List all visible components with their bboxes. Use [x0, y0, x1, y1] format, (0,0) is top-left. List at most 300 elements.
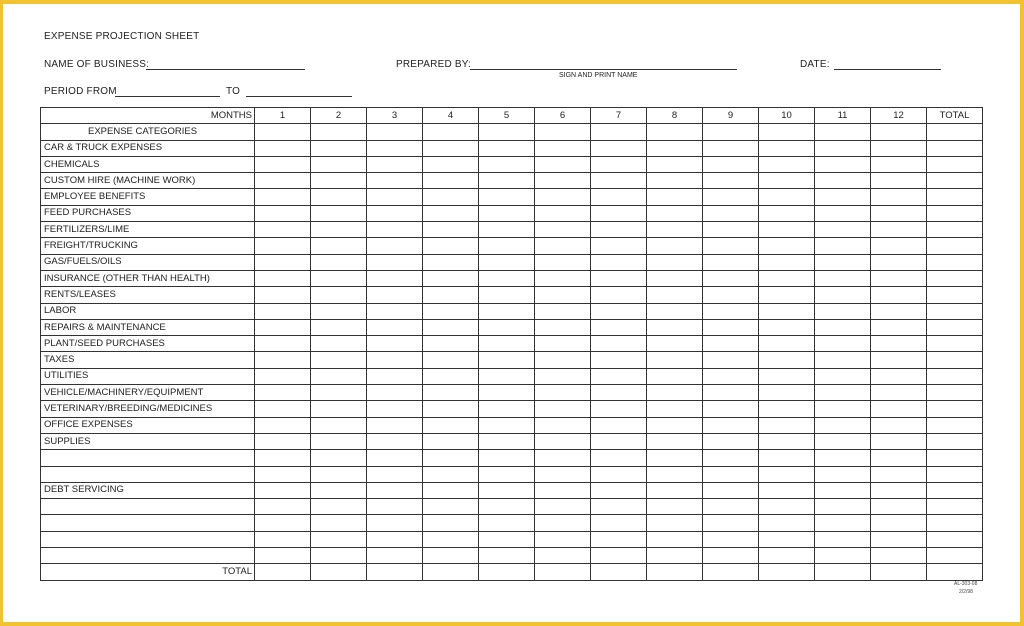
month-cell[interactable]: [759, 254, 815, 270]
row-total-cell[interactable]: [927, 417, 983, 433]
month-cell[interactable]: [815, 515, 871, 531]
month-cell[interactable]: [423, 222, 479, 238]
month-cell[interactable]: [311, 515, 367, 531]
month-cell[interactable]: [759, 173, 815, 189]
month-cell[interactable]: [255, 140, 311, 156]
month-cell[interactable]: [591, 531, 647, 547]
month-cell[interactable]: [479, 124, 535, 140]
month-cell[interactable]: [423, 368, 479, 384]
month-cell[interactable]: [647, 368, 703, 384]
month-cell[interactable]: [367, 417, 423, 433]
month-cell[interactable]: [647, 548, 703, 564]
month-cell[interactable]: [703, 336, 759, 352]
month-cell[interactable]: [535, 140, 591, 156]
month-cell[interactable]: [423, 515, 479, 531]
month-cell[interactable]: [703, 531, 759, 547]
month-cell[interactable]: [815, 450, 871, 466]
month-cell[interactable]: [255, 433, 311, 449]
month-cell[interactable]: [479, 515, 535, 531]
month-cell[interactable]: [647, 531, 703, 547]
month-cell[interactable]: [815, 156, 871, 172]
business-name-field[interactable]: [146, 69, 305, 70]
row-total-cell[interactable]: [927, 189, 983, 205]
month-cell[interactable]: [871, 238, 927, 254]
month-cell[interactable]: [311, 401, 367, 417]
month-cell[interactable]: [591, 336, 647, 352]
month-cell[interactable]: [871, 319, 927, 335]
row-total-cell[interactable]: [927, 319, 983, 335]
month-cell[interactable]: [591, 205, 647, 221]
month-cell[interactable]: [311, 319, 367, 335]
month-cell[interactable]: [367, 336, 423, 352]
month-cell[interactable]: [479, 140, 535, 156]
month-cell[interactable]: [311, 499, 367, 515]
month-cell[interactable]: [759, 401, 815, 417]
month-cell[interactable]: [871, 450, 927, 466]
month-cell[interactable]: [703, 156, 759, 172]
month-cell[interactable]: [535, 222, 591, 238]
month-cell[interactable]: [871, 352, 927, 368]
month-cell[interactable]: [815, 173, 871, 189]
row-total-cell[interactable]: [927, 173, 983, 189]
month-cell[interactable]: [591, 270, 647, 286]
month-cell[interactable]: [367, 254, 423, 270]
month-cell[interactable]: [255, 531, 311, 547]
month-cell[interactable]: [367, 482, 423, 498]
row-total-cell[interactable]: [927, 124, 983, 140]
row-total-cell[interactable]: [927, 254, 983, 270]
month-cell[interactable]: [591, 173, 647, 189]
row-total-cell[interactable]: [927, 401, 983, 417]
month-cell[interactable]: [367, 222, 423, 238]
prepared-by-field[interactable]: [470, 69, 737, 70]
month-cell[interactable]: [759, 482, 815, 498]
month-cell[interactable]: [535, 173, 591, 189]
month-cell[interactable]: [815, 222, 871, 238]
month-cell[interactable]: [815, 401, 871, 417]
month-cell[interactable]: [311, 433, 367, 449]
month-cell[interactable]: [423, 140, 479, 156]
month-cell[interactable]: [479, 401, 535, 417]
month-cell[interactable]: [479, 270, 535, 286]
row-total-cell[interactable]: [927, 352, 983, 368]
month-cell[interactable]: [871, 482, 927, 498]
month-cell[interactable]: [871, 499, 927, 515]
month-cell[interactable]: [759, 450, 815, 466]
month-cell[interactable]: [871, 401, 927, 417]
row-total-cell[interactable]: [927, 222, 983, 238]
month-cell[interactable]: [535, 352, 591, 368]
month-cell[interactable]: [815, 319, 871, 335]
month-cell[interactable]: [367, 564, 423, 580]
month-cell[interactable]: [647, 205, 703, 221]
month-cell[interactable]: [759, 287, 815, 303]
month-cell[interactable]: [871, 124, 927, 140]
month-cell[interactable]: [423, 124, 479, 140]
month-cell[interactable]: [535, 531, 591, 547]
month-cell[interactable]: [871, 287, 927, 303]
month-cell[interactable]: [311, 564, 367, 580]
month-cell[interactable]: [255, 189, 311, 205]
month-cell[interactable]: [367, 124, 423, 140]
month-cell[interactable]: [479, 319, 535, 335]
month-cell[interactable]: [255, 205, 311, 221]
month-cell[interactable]: [255, 368, 311, 384]
month-cell[interactable]: [703, 368, 759, 384]
month-cell[interactable]: [647, 466, 703, 482]
month-cell[interactable]: [647, 515, 703, 531]
row-total-cell[interactable]: [927, 548, 983, 564]
row-total-cell[interactable]: [927, 482, 983, 498]
month-cell[interactable]: [591, 319, 647, 335]
month-cell[interactable]: [311, 254, 367, 270]
month-cell[interactable]: [255, 482, 311, 498]
month-cell[interactable]: [703, 548, 759, 564]
month-cell[interactable]: [255, 303, 311, 319]
month-cell[interactable]: [535, 303, 591, 319]
month-cell[interactable]: [255, 319, 311, 335]
row-total-cell[interactable]: [927, 531, 983, 547]
month-cell[interactable]: [815, 303, 871, 319]
month-cell[interactable]: [703, 189, 759, 205]
month-cell[interactable]: [367, 548, 423, 564]
month-cell[interactable]: [647, 433, 703, 449]
month-cell[interactable]: [311, 466, 367, 482]
month-cell[interactable]: [535, 482, 591, 498]
row-total-cell[interactable]: [927, 385, 983, 401]
month-cell[interactable]: [479, 287, 535, 303]
month-cell[interactable]: [367, 303, 423, 319]
month-cell[interactable]: [255, 417, 311, 433]
month-cell[interactable]: [423, 482, 479, 498]
month-cell[interactable]: [311, 124, 367, 140]
month-cell[interactable]: [647, 238, 703, 254]
month-cell[interactable]: [479, 189, 535, 205]
month-cell[interactable]: [311, 189, 367, 205]
month-cell[interactable]: [423, 433, 479, 449]
month-cell[interactable]: [479, 417, 535, 433]
month-cell[interactable]: [703, 270, 759, 286]
month-cell[interactable]: [759, 156, 815, 172]
month-cell[interactable]: [255, 270, 311, 286]
month-cell[interactable]: [255, 450, 311, 466]
month-cell[interactable]: [423, 173, 479, 189]
month-cell[interactable]: [367, 499, 423, 515]
month-cell[interactable]: [871, 336, 927, 352]
month-cell[interactable]: [311, 303, 367, 319]
month-cell[interactable]: [535, 368, 591, 384]
month-cell[interactable]: [759, 205, 815, 221]
month-cell[interactable]: [535, 156, 591, 172]
month-cell[interactable]: [759, 515, 815, 531]
month-cell[interactable]: [815, 140, 871, 156]
month-cell[interactable]: [423, 450, 479, 466]
month-cell[interactable]: [703, 287, 759, 303]
month-cell[interactable]: [535, 336, 591, 352]
month-cell[interactable]: [591, 124, 647, 140]
month-cell[interactable]: [871, 564, 927, 580]
month-cell[interactable]: [367, 450, 423, 466]
month-cell[interactable]: [815, 270, 871, 286]
month-cell[interactable]: [647, 140, 703, 156]
month-cell[interactable]: [647, 287, 703, 303]
month-cell[interactable]: [255, 466, 311, 482]
month-cell[interactable]: [311, 140, 367, 156]
month-cell[interactable]: [535, 450, 591, 466]
row-total-cell[interactable]: [927, 450, 983, 466]
month-cell[interactable]: [311, 156, 367, 172]
month-cell[interactable]: [423, 238, 479, 254]
month-cell[interactable]: [479, 303, 535, 319]
month-cell[interactable]: [535, 499, 591, 515]
month-cell[interactable]: [647, 173, 703, 189]
month-cell[interactable]: [535, 254, 591, 270]
month-cell[interactable]: [311, 482, 367, 498]
month-cell[interactable]: [591, 156, 647, 172]
month-cell[interactable]: [871, 417, 927, 433]
month-cell[interactable]: [591, 368, 647, 384]
month-cell[interactable]: [815, 287, 871, 303]
month-cell[interactable]: [535, 466, 591, 482]
month-cell[interactable]: [703, 482, 759, 498]
month-cell[interactable]: [703, 401, 759, 417]
month-cell[interactable]: [647, 450, 703, 466]
month-cell[interactable]: [255, 254, 311, 270]
month-cell[interactable]: [591, 548, 647, 564]
month-cell[interactable]: [647, 254, 703, 270]
month-cell[interactable]: [591, 287, 647, 303]
month-cell[interactable]: [367, 401, 423, 417]
month-cell[interactable]: [759, 499, 815, 515]
month-cell[interactable]: [759, 303, 815, 319]
month-cell[interactable]: [535, 515, 591, 531]
month-cell[interactable]: [703, 417, 759, 433]
category-label[interactable]: [41, 515, 255, 531]
month-cell[interactable]: [423, 270, 479, 286]
month-cell[interactable]: [647, 336, 703, 352]
month-cell[interactable]: [703, 433, 759, 449]
month-cell[interactable]: [591, 238, 647, 254]
month-cell[interactable]: [423, 564, 479, 580]
month-cell[interactable]: [815, 385, 871, 401]
month-cell[interactable]: [815, 368, 871, 384]
month-cell[interactable]: [479, 433, 535, 449]
month-cell[interactable]: [759, 238, 815, 254]
month-cell[interactable]: [647, 499, 703, 515]
month-cell[interactable]: [255, 156, 311, 172]
row-total-cell[interactable]: [927, 499, 983, 515]
month-cell[interactable]: [535, 564, 591, 580]
month-cell[interactable]: [759, 319, 815, 335]
category-label[interactable]: [41, 466, 255, 482]
month-cell[interactable]: [871, 205, 927, 221]
category-label[interactable]: [41, 499, 255, 515]
category-label[interactable]: [41, 548, 255, 564]
month-cell[interactable]: [535, 319, 591, 335]
month-cell[interactable]: [367, 270, 423, 286]
month-cell[interactable]: [871, 189, 927, 205]
month-cell[interactable]: [479, 205, 535, 221]
month-cell[interactable]: [479, 173, 535, 189]
month-cell[interactable]: [255, 499, 311, 515]
month-cell[interactable]: [591, 254, 647, 270]
month-cell[interactable]: [759, 140, 815, 156]
month-cell[interactable]: [535, 433, 591, 449]
month-cell[interactable]: [703, 385, 759, 401]
month-cell[interactable]: [871, 385, 927, 401]
month-cell[interactable]: [647, 385, 703, 401]
month-cell[interactable]: [591, 515, 647, 531]
month-cell[interactable]: [255, 124, 311, 140]
month-cell[interactable]: [423, 319, 479, 335]
row-total-cell[interactable]: [927, 287, 983, 303]
month-cell[interactable]: [367, 368, 423, 384]
row-total-cell[interactable]: [927, 140, 983, 156]
month-cell[interactable]: [703, 319, 759, 335]
month-cell[interactable]: [815, 417, 871, 433]
month-cell[interactable]: [255, 401, 311, 417]
month-cell[interactable]: [647, 222, 703, 238]
month-cell[interactable]: [367, 173, 423, 189]
month-cell[interactable]: [591, 417, 647, 433]
month-cell[interactable]: [479, 385, 535, 401]
month-cell[interactable]: [591, 222, 647, 238]
month-cell[interactable]: [535, 385, 591, 401]
month-cell[interactable]: [703, 173, 759, 189]
month-cell[interactable]: [311, 336, 367, 352]
month-cell[interactable]: [311, 385, 367, 401]
date-field[interactable]: [834, 69, 941, 70]
row-total-cell[interactable]: [927, 303, 983, 319]
month-cell[interactable]: [311, 222, 367, 238]
month-cell[interactable]: [759, 417, 815, 433]
month-cell[interactable]: [255, 352, 311, 368]
month-cell[interactable]: [423, 417, 479, 433]
month-cell[interactable]: [759, 564, 815, 580]
month-cell[interactable]: [815, 466, 871, 482]
month-cell[interactable]: [703, 205, 759, 221]
month-cell[interactable]: [871, 368, 927, 384]
month-cell[interactable]: [423, 401, 479, 417]
month-cell[interactable]: [815, 499, 871, 515]
month-cell[interactable]: [703, 564, 759, 580]
month-cell[interactable]: [535, 238, 591, 254]
row-total-cell[interactable]: [927, 515, 983, 531]
month-cell[interactable]: [311, 450, 367, 466]
month-cell[interactable]: [479, 482, 535, 498]
month-cell[interactable]: [815, 336, 871, 352]
month-cell[interactable]: [759, 433, 815, 449]
month-cell[interactable]: [591, 385, 647, 401]
month-cell[interactable]: [871, 156, 927, 172]
month-cell[interactable]: [703, 140, 759, 156]
month-cell[interactable]: [367, 352, 423, 368]
month-cell[interactable]: [703, 466, 759, 482]
month-cell[interactable]: [647, 482, 703, 498]
month-cell[interactable]: [535, 287, 591, 303]
row-total-cell[interactable]: [927, 433, 983, 449]
month-cell[interactable]: [367, 319, 423, 335]
row-total-cell[interactable]: [927, 205, 983, 221]
month-cell[interactable]: [479, 531, 535, 547]
month-cell[interactable]: [479, 336, 535, 352]
month-cell[interactable]: [703, 303, 759, 319]
month-cell[interactable]: [815, 189, 871, 205]
month-cell[interactable]: [255, 548, 311, 564]
month-cell[interactable]: [647, 319, 703, 335]
month-cell[interactable]: [423, 303, 479, 319]
month-cell[interactable]: [535, 417, 591, 433]
month-cell[interactable]: [535, 124, 591, 140]
month-cell[interactable]: [535, 548, 591, 564]
month-cell[interactable]: [591, 450, 647, 466]
month-cell[interactable]: [871, 303, 927, 319]
month-cell[interactable]: [815, 254, 871, 270]
month-cell[interactable]: [759, 124, 815, 140]
month-cell[interactable]: [591, 433, 647, 449]
month-cell[interactable]: [255, 385, 311, 401]
month-cell[interactable]: [311, 205, 367, 221]
month-cell[interactable]: [871, 531, 927, 547]
month-cell[interactable]: [311, 270, 367, 286]
month-cell[interactable]: [871, 254, 927, 270]
month-cell[interactable]: [871, 515, 927, 531]
row-total-cell[interactable]: [927, 368, 983, 384]
month-cell[interactable]: [423, 531, 479, 547]
category-label[interactable]: [41, 531, 255, 547]
period-from-field[interactable]: [115, 96, 220, 97]
month-cell[interactable]: [311, 173, 367, 189]
month-cell[interactable]: [367, 189, 423, 205]
month-cell[interactable]: [255, 222, 311, 238]
month-cell[interactable]: [423, 466, 479, 482]
month-cell[interactable]: [311, 548, 367, 564]
month-cell[interactable]: [703, 352, 759, 368]
month-cell[interactable]: [423, 254, 479, 270]
row-total-cell[interactable]: [927, 238, 983, 254]
month-cell[interactable]: [703, 238, 759, 254]
period-to-field[interactable]: [246, 96, 352, 97]
month-cell[interactable]: [479, 156, 535, 172]
month-cell[interactable]: [535, 205, 591, 221]
month-cell[interactable]: [255, 515, 311, 531]
month-cell[interactable]: [815, 352, 871, 368]
month-cell[interactable]: [479, 548, 535, 564]
month-cell[interactable]: [759, 466, 815, 482]
month-cell[interactable]: [759, 368, 815, 384]
month-cell[interactable]: [759, 270, 815, 286]
month-cell[interactable]: [703, 222, 759, 238]
month-cell[interactable]: [479, 238, 535, 254]
month-cell[interactable]: [759, 189, 815, 205]
month-cell[interactable]: [815, 124, 871, 140]
month-cell[interactable]: [367, 205, 423, 221]
month-cell[interactable]: [871, 222, 927, 238]
month-cell[interactable]: [647, 270, 703, 286]
month-cell[interactable]: [591, 482, 647, 498]
month-cell[interactable]: [759, 222, 815, 238]
month-cell[interactable]: [255, 336, 311, 352]
month-cell[interactable]: [367, 466, 423, 482]
month-cell[interactable]: [479, 368, 535, 384]
month-cell[interactable]: [647, 417, 703, 433]
month-cell[interactable]: [647, 401, 703, 417]
month-cell[interactable]: [423, 189, 479, 205]
month-cell[interactable]: [815, 205, 871, 221]
month-cell[interactable]: [367, 238, 423, 254]
month-cell[interactable]: [647, 352, 703, 368]
month-cell[interactable]: [647, 564, 703, 580]
